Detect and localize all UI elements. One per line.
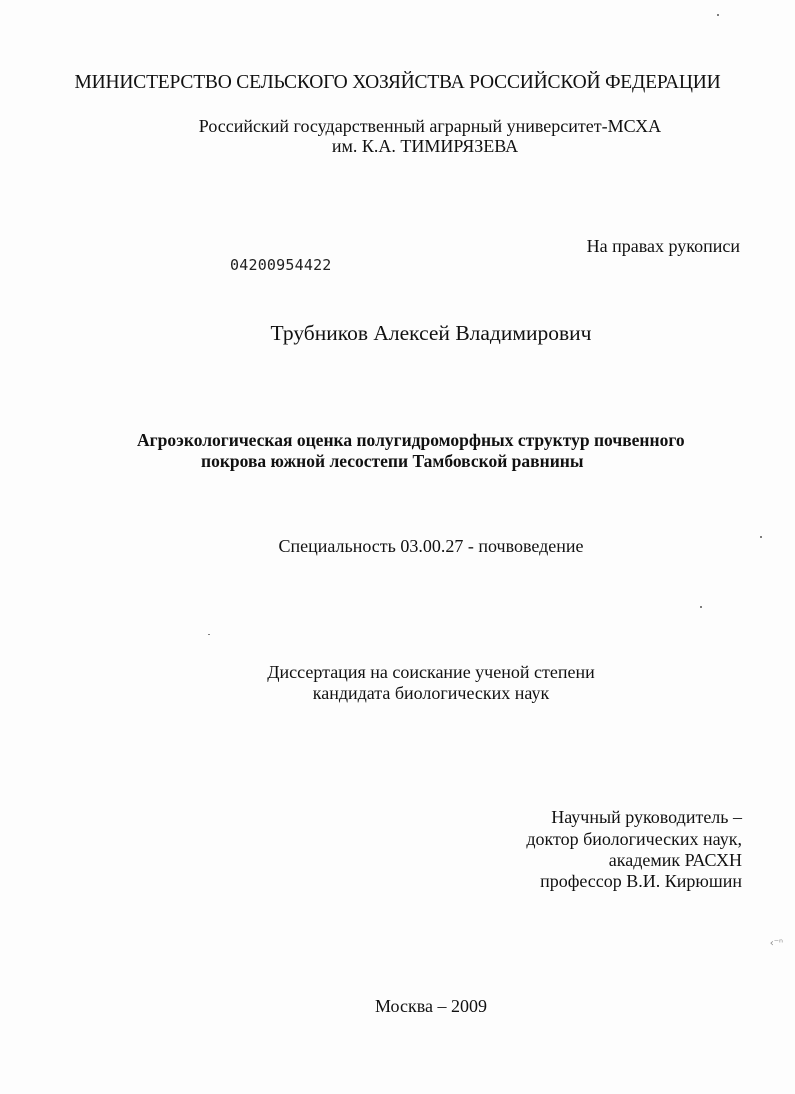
university-name: Российский государственный аграрный университет-МСХА [198,116,662,136]
degree-line1: Диссертация на соискание ученой степени [267,662,595,682]
advisor-role: Научный руководитель – [551,807,742,827]
scan-speck [760,536,762,538]
advisor-title: академик РАСХН [608,850,742,870]
rights-notice: На правах рукописи [586,236,740,256]
ministry-heading: МИНИСТЕРСТВО СЕЛЬСКОГО ХОЗЯЙСТВА РОССИЙСКОЙ ФЕДЕРАЦИИ [74,72,721,93]
degree-line2: кандидата биологических наук [312,683,550,703]
scan-speck [208,634,210,635]
dissertation-title-line2: покрова южной лесостепи Тамбовской равнины [201,451,584,471]
author-name: Трубников Алексей Владимирович [270,321,592,345]
advisor-degree: доктор биологических наук, [526,829,742,849]
scan-mark: ‹⁻ⁿ [769,938,783,949]
city-year: Москва – 2009 [375,996,487,1016]
university-name-continued: им. К.А. ТИМИРЯЗЕВА [331,136,519,156]
specialty-line: Специальность 03.00.27 - почвоведение [278,536,584,556]
registration-stamp: 04200954422 [230,256,332,274]
dissertation-title-line1: Агроэкологическая оценка полугидроморфных структур почвенного [137,430,685,450]
scan-speck [700,606,702,608]
advisor-name: профессор В.И. Кирюшин [540,871,742,891]
scan-speck [717,14,719,16]
